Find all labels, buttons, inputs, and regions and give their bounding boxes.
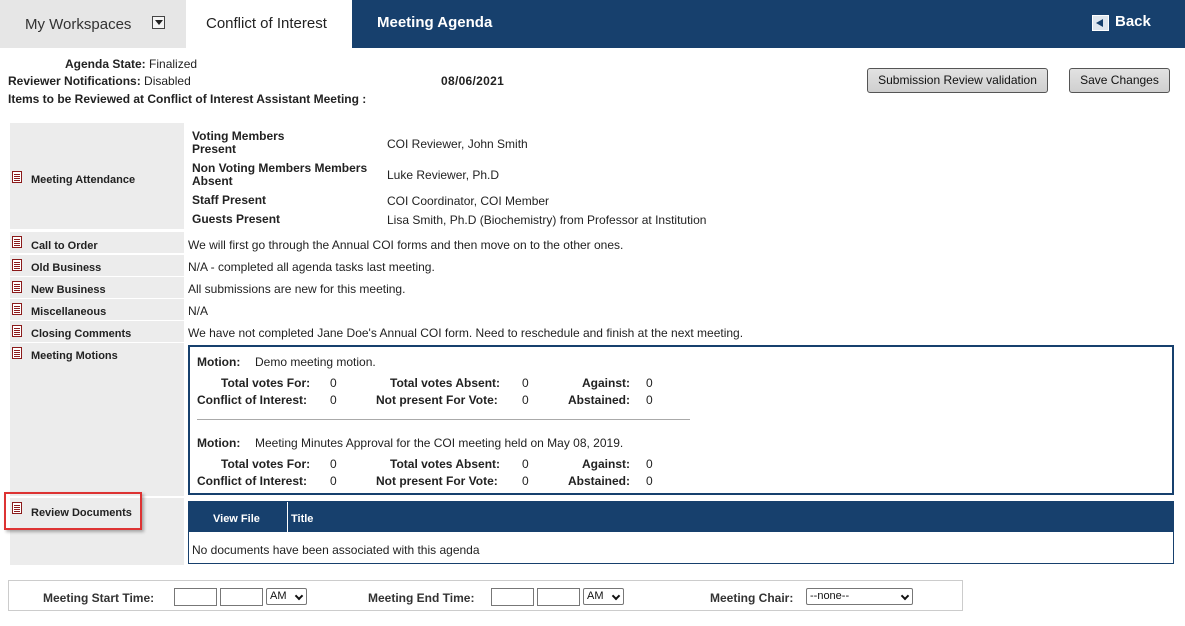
section-label: New Business <box>31 284 106 296</box>
votes-absent-label: Total votes Absent: <box>390 457 501 471</box>
votes-for-value: 0 <box>330 376 337 390</box>
end-ampm-select[interactable] <box>583 588 624 605</box>
document-icon[interactable] <box>12 347 22 359</box>
review-documents-label: Review Documents <box>31 507 132 519</box>
attendance-heading: Non Voting Members Members Absent <box>192 161 368 188</box>
against-value: 0 <box>646 376 653 390</box>
end-minute-input[interactable] <box>537 588 580 606</box>
attendance-value: Luke Reviewer, Ph.D <box>387 168 500 182</box>
votes-absent-label: Total votes Absent: <box>390 376 501 390</box>
meeting-times-panel <box>8 580 963 611</box>
document-icon[interactable] <box>12 171 22 183</box>
attendance-value: COI Reviewer, John Smith <box>387 137 528 151</box>
conflict-of-interest-tab-label: Conflict of Interest <box>206 15 327 32</box>
my-workspaces-tab[interactable] <box>0 0 186 48</box>
motion-label: Motion: <box>197 436 241 450</box>
section-label: Miscellaneous <box>31 306 107 318</box>
chevron-down-icon <box>901 592 909 600</box>
attendance-heading: Guests Present <box>192 212 281 226</box>
chevron-down-icon <box>612 592 620 600</box>
meeting-chair-select[interactable] <box>806 588 913 605</box>
submission-review-validation-button[interactable]: Submission Review validation <box>867 68 1048 93</box>
start-ampm-select[interactable] <box>266 588 307 605</box>
chevron-down-icon <box>295 592 303 600</box>
meeting-attendance-label-cell <box>10 123 184 229</box>
miscellaneous-label-cell <box>10 299 184 320</box>
save-changes-button[interactable]: Save Changes <box>1069 68 1170 93</box>
attendance-heading: Staff Present <box>192 193 267 207</box>
meeting-motions-box <box>188 345 1174 495</box>
motion-divider <box>197 419 690 420</box>
back-button-label: Back <box>1115 13 1151 30</box>
document-icon[interactable] <box>12 259 22 271</box>
end-ampm-value: AM <box>587 590 604 602</box>
not-present-label: Not present For Vote: <box>376 474 498 488</box>
abstained-value: 0 <box>646 474 653 488</box>
against-label: Against: <box>582 457 630 471</box>
conflict-of-interest-value: 0 <box>330 474 337 488</box>
conflict-of-interest-tab[interactable] <box>186 0 352 48</box>
column-divider <box>287 502 288 532</box>
old-business-label-cell <box>10 255 184 276</box>
meeting-date: 08/06/2021 <box>441 74 505 88</box>
start-ampm-value: AM <box>270 590 287 602</box>
view-file-column-header[interactable]: View File <box>213 513 260 525</box>
section-text: We will first go through the Annual COI forms and then move on to the other ones. <box>188 238 624 252</box>
start-minute-input[interactable] <box>220 588 263 606</box>
meeting-motions-label: Meeting Motions <box>31 350 118 362</box>
not-present-value: 0 <box>522 393 529 407</box>
meeting-start-time-label: Meeting Start Time: <box>43 591 155 605</box>
document-icon[interactable] <box>12 281 22 293</box>
review-documents-highlight <box>4 492 142 530</box>
new-business-label-cell <box>10 277 184 298</box>
against-label: Against: <box>582 376 630 390</box>
meeting-chair-label: Meeting Chair: <box>710 591 794 605</box>
title-column-header[interactable]: Title <box>291 513 314 525</box>
motion-text: Meeting Minutes Approval for the COI meeting held on May 08, 2019. <box>255 436 624 450</box>
agenda-state-value: Finalized <box>149 57 198 71</box>
agenda-state <box>65 57 197 71</box>
section-text: N/A <box>188 304 209 318</box>
document-icon[interactable] <box>12 303 22 315</box>
workspaces-dropdown-icon[interactable] <box>152 16 165 29</box>
my-workspaces-label: My Workspaces <box>25 16 132 33</box>
attendance-value: COI Coordinator, COI Member <box>387 194 550 208</box>
conflict-of-interest-label: Conflict of Interest: <box>197 393 307 407</box>
section-text: All submissions are new for this meeting. <box>188 282 406 296</box>
attendance-heading: Voting Members Present <box>192 129 285 156</box>
conflict-of-interest-label: Conflict of Interest: <box>197 474 307 488</box>
section-label: Closing Comments <box>31 328 132 340</box>
reviewer-notifications-value: Disabled <box>144 74 191 88</box>
not-present-label: Not present For Vote: <box>376 393 498 407</box>
section-label: Old Business <box>31 262 102 274</box>
motion-label: Motion: <box>197 355 241 369</box>
votes-absent-value: 0 <box>522 376 529 390</box>
section-text: N/A - completed all agenda tasks last meeting. <box>188 260 435 274</box>
end-hour-input[interactable] <box>491 588 534 606</box>
document-icon[interactable] <box>12 236 22 248</box>
items-to-review-heading: Items to be Reviewed at Conflict of Interest Assistant Meeting : <box>8 92 367 106</box>
page-title: Meeting Agenda <box>377 14 493 31</box>
meeting-attendance-label: Meeting Attendance <box>31 174 136 186</box>
section-label: Call to Order <box>31 240 98 252</box>
section-text: We have not completed Jane Doe's Annual COI form. Need to reschedule and finish at the next meeting. <box>188 326 744 340</box>
meeting-end-time-label: Meeting End Time: <box>368 591 475 605</box>
motion-text: Demo meeting motion. <box>255 355 376 369</box>
meeting-motions-label-cell <box>10 343 184 496</box>
document-icon[interactable] <box>12 325 22 337</box>
votes-for-label: Total votes For: <box>221 457 311 471</box>
reviewer-notifications <box>8 74 191 88</box>
reviewer-notifications-label: Reviewer Notifications: <box>8 74 141 88</box>
conflict-of-interest-value: 0 <box>330 393 337 407</box>
not-present-value: 0 <box>522 474 529 488</box>
call-to-order-label-cell <box>10 232 184 253</box>
abstained-label: Abstained: <box>568 393 631 407</box>
start-hour-input[interactable] <box>174 588 217 606</box>
no-documents-message: No documents have been associated with this agenda <box>192 543 480 557</box>
closing-comments-label-cell <box>10 321 184 342</box>
documents-table-header <box>189 502 1173 532</box>
abstained-value: 0 <box>646 393 653 407</box>
abstained-label: Abstained: <box>568 474 631 488</box>
documents-table <box>188 501 1174 564</box>
votes-absent-value: 0 <box>522 457 529 471</box>
meeting-chair-value: --none-- <box>810 590 850 602</box>
votes-for-value: 0 <box>330 457 337 471</box>
against-value: 0 <box>646 457 653 471</box>
votes-for-label: Total votes For: <box>221 376 311 390</box>
back-arrow-icon <box>1092 15 1109 31</box>
attendance-value: Lisa Smith, Ph.D (Biochemistry) from Professor at Institution <box>387 213 707 227</box>
top-navigation-bar <box>0 0 1185 48</box>
agenda-state-label: Agenda State: <box>65 57 146 71</box>
